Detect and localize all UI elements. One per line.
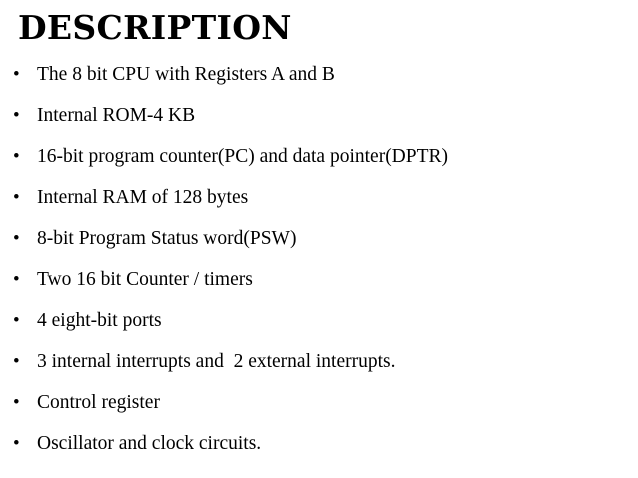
- list-item-text: The 8 bit CPU with Registers A and B: [37, 64, 335, 85]
- list-item-text: Control register: [37, 392, 160, 413]
- bullet-icon: •: [13, 228, 20, 249]
- slide-title: DESCRIPTION: [18, 8, 292, 47]
- bullet-icon: •: [13, 433, 20, 454]
- list-item-text: 8-bit Program Status word(PSW): [37, 228, 297, 249]
- list-item-text: Internal ROM-4 KB: [37, 105, 196, 126]
- bullet-icon: •: [13, 187, 20, 208]
- bullet-icon: •: [13, 351, 20, 372]
- list-item-text: 4 eight-bit ports: [37, 310, 162, 331]
- list-item-text: 3 internal interrupts and 2 external interrupts.: [37, 351, 396, 372]
- bullet-icon: •: [13, 105, 20, 126]
- bullet-icon: •: [13, 146, 20, 167]
- list-item-text: Internal RAM of 128 bytes: [37, 187, 249, 208]
- list-item-text: 16-bit program counter(PC) and data pointer(DPTR): [37, 146, 449, 167]
- bullet-icon: •: [13, 64, 20, 85]
- bullet-icon: •: [13, 269, 20, 290]
- list-item-text: Oscillator and clock circuits.: [37, 433, 262, 454]
- bullet-icon: •: [13, 310, 20, 331]
- list-item-text: Two 16 bit Counter / timers: [37, 269, 253, 290]
- bullet-icon: •: [13, 392, 20, 413]
